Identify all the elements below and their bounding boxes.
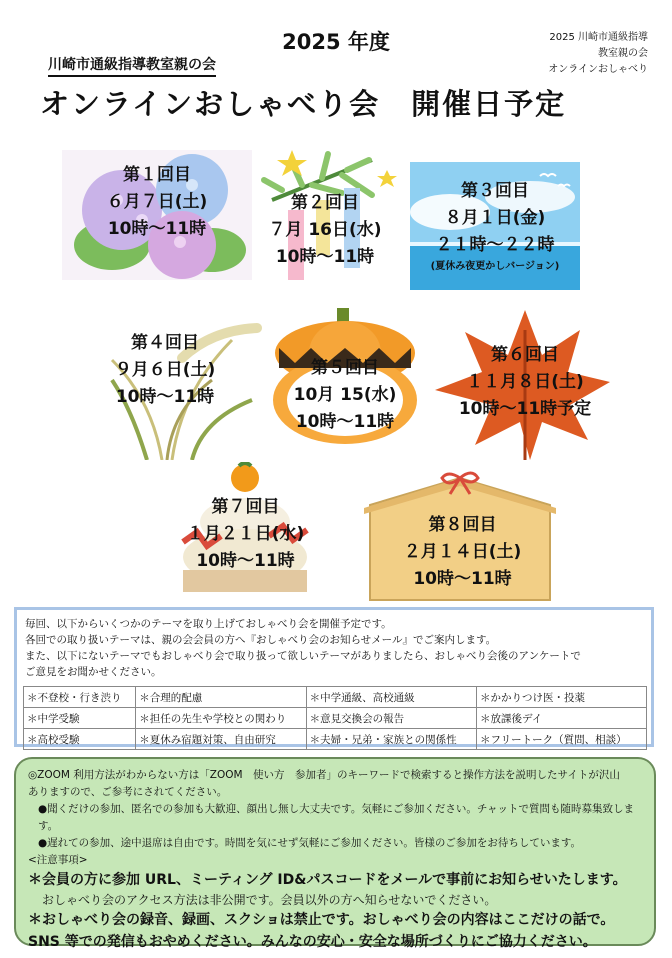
session-date: ２月１４日(土): [403, 542, 522, 562]
page-title: オンラインおしゃべり会 開催日予定: [40, 87, 567, 121]
theme-cell: ＊合理的配慮: [136, 687, 306, 708]
session-time: ２１時～２２時: [435, 235, 555, 255]
theme-cell: ＊担任の先生や学校との関わり: [136, 708, 306, 729]
session-time: 10時～11時: [295, 412, 395, 432]
intro-line: 各回での取り扱いテーマは、親の会会員の方へ『おしゃべり会のお知らせメール』でご案内します。: [25, 634, 497, 646]
organization-name: 川崎市通級指導教室親の会: [48, 54, 216, 77]
session-title: 第６回目: [491, 345, 559, 365]
theme-cell: ＊中学通級、高校通級: [306, 687, 476, 708]
session-date: 10月 15(水): [293, 385, 397, 405]
intro-line: また、以下にないテーマでもおしゃべり会で取り扱って欲しいテーマがありましたら、おしゃべり会後のアンケートで: [25, 650, 581, 662]
theme-cell: ＊フリートーク（質問、相談）: [477, 729, 647, 750]
table-row: [24, 708, 647, 729]
session-time: 10時～11時: [275, 247, 375, 267]
table-row: [24, 729, 647, 750]
top-right-label: [548, 30, 648, 78]
intro-line: ご意見をお聞かせください。: [25, 666, 162, 678]
session-7: [168, 494, 323, 575]
themes-box: [14, 607, 654, 747]
theme-cell: ＊不登校・行き渋り: [24, 687, 136, 708]
session-1: [82, 162, 232, 243]
session-5: [270, 355, 420, 436]
theme-cell: ＊意見交換会の報告: [306, 708, 476, 729]
session-8: [380, 512, 545, 593]
notice-no-recording: ＊おしゃべり会の録音、録画、スクショは禁止です。おしゃべり会の内容はここだけの話で。: [28, 912, 615, 928]
top-right-line: オンラインおしゃべり: [548, 64, 648, 75]
session-title: 第１回目: [123, 165, 191, 185]
session-4: [90, 330, 240, 411]
session-title: 第７回目: [211, 497, 280, 517]
notice-private: おしゃべり会のアクセス方法は非公開です。会員以外の方へ知らせないでください。: [42, 893, 497, 907]
theme-cell: ＊中学受験: [24, 708, 136, 729]
theme-cell: ＊放課後デイ: [477, 708, 647, 729]
session-date: ９月６日(土): [114, 360, 216, 380]
session-time: 10時～11時: [196, 551, 295, 571]
session-time: 10時～11時: [107, 219, 207, 239]
session-date: １１月８日(土): [466, 372, 584, 392]
session-title: 第５回目: [311, 358, 379, 378]
session-title: 第４回目: [131, 333, 199, 353]
fiscal-year: 2025 年度: [282, 30, 390, 54]
top-right-line: 教室親の会: [598, 48, 648, 59]
notice-sns: SNS 等での発信もおやめください。みんなの安心・安全な場所づくりにご協力ください。: [28, 934, 597, 950]
session-title: 第３回目: [461, 181, 529, 201]
session-title: 第８回目: [428, 515, 497, 535]
session-time: 10時～11時予定: [458, 399, 592, 419]
themes-intro: [17, 610, 651, 682]
session-time: 10時～11時: [115, 387, 215, 407]
notes-box: [14, 757, 656, 950]
bullet-note: ●聞くだけの参加、匿名での参加も大歓迎、顔出し無し大丈夫です。気軽にご参加ください。チャットで質問も随時募集致します。: [38, 803, 635, 832]
session-date: ８月１日(金): [444, 208, 546, 228]
zoom-note: ありますので、ご参考にされてください。: [28, 786, 228, 798]
session-date: １月２１日(水): [186, 524, 305, 544]
themes-table: [23, 686, 647, 750]
session-title: 第２回目: [291, 193, 359, 213]
table-row: [24, 687, 647, 708]
top-right-line: 2025 川崎市通級指導: [549, 32, 648, 43]
session-date: ７月 16日(水): [268, 220, 382, 240]
notice-url: ＊会員の方に参加 URL、ミーティング ID&パスコードをメールで事前にお知らせいたします。: [28, 872, 627, 888]
session-time: 10時～11時: [413, 569, 512, 589]
notes-heading: <注意事項>: [28, 854, 88, 866]
theme-cell: ＊夏休み宿題対策、自由研究: [136, 729, 306, 750]
session-date: ６月７日(土): [106, 192, 208, 212]
session-2: [250, 190, 400, 271]
zoom-note: ◎ZOOM 利用方法がわからない方は「ZOOM 使い方 参加者」のキーワードで検索すると操作方法を説明したサイトが沢山: [28, 769, 620, 781]
bullet-note: ●遅れての参加、途中退席は自由です。時間を気にせず気軽にご参加ください。皆様のご参加をお待ちしています。: [38, 837, 581, 849]
theme-cell: ＊かかりつけ医・投薬: [477, 687, 647, 708]
session-note: (夏休み夜更かしバージョン): [430, 261, 560, 272]
theme-cell: ＊夫婦・兄弟・家族との関係性: [306, 729, 476, 750]
intro-line: 毎回、以下からいくつかのテーマを取り上げておしゃべり会を開催予定です。: [25, 618, 392, 630]
session-3: [410, 178, 580, 275]
theme-cell: ＊高校受験: [24, 729, 136, 750]
session-6: [440, 342, 610, 423]
